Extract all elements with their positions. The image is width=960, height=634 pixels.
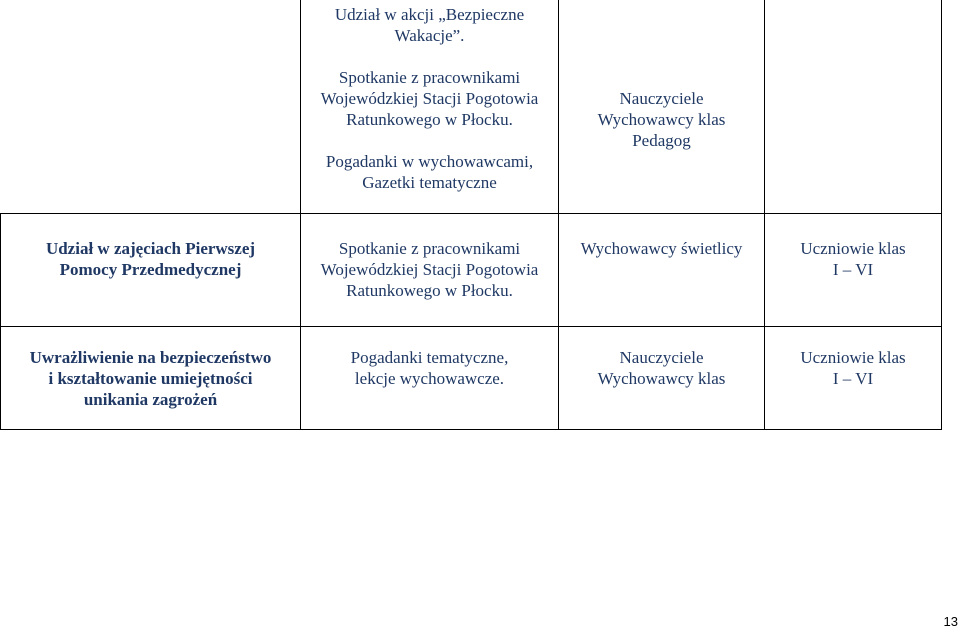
text-line: Udział w akcji „Bezpieczne	[334, 5, 525, 24]
cell-task	[1, 0, 301, 214]
cell-methods	[301, 214, 559, 327]
text-line: Wychowawcy klas	[597, 110, 726, 129]
text-line: I – VI	[832, 369, 874, 388]
cell-participants	[765, 327, 942, 430]
cell-task	[1, 327, 301, 430]
text-line: Wychowawcy świetlicy	[580, 239, 743, 258]
text-line: Nauczyciele	[619, 89, 704, 108]
table-row	[1, 327, 942, 430]
text-line: Wojewódzkiej Stacji Pogotowia	[320, 260, 539, 279]
text-line: Wychowawcy klas	[597, 369, 726, 388]
text-line: Ratunkowego w Płocku.	[346, 281, 513, 300]
text-line: Nauczyciele	[619, 348, 704, 367]
cell-participants	[765, 0, 942, 214]
cell-responsible	[559, 214, 765, 327]
cell-participants	[765, 214, 942, 327]
text-line: Pogadanki w wychowawcami,	[325, 152, 534, 171]
text-line: Pomocy Przedmedycznej	[59, 260, 242, 279]
text-line: Gazetki tematyczne	[362, 173, 497, 192]
text-line: lekcje wychowawcze.	[354, 369, 505, 388]
cell-methods	[301, 0, 559, 214]
text-line: unikania zagrożeń	[83, 390, 218, 409]
text-line: Uczniowie klas	[800, 239, 906, 258]
page-number: 13	[943, 614, 958, 629]
text-line: Spotkanie z pracownikami	[338, 239, 521, 258]
text-line: i kształtowanie umiejętności	[48, 369, 253, 388]
text-line: Spotkanie z pracownikami	[338, 68, 521, 87]
text-line: Wojewódzkiej Stacji Pogotowia	[320, 89, 539, 108]
text-line: Pedagog	[632, 131, 691, 150]
text-line: Ratunkowego w Płocku.	[346, 110, 513, 129]
text-line: Udział w zajęciach Pierwszej	[45, 239, 256, 258]
cell-responsible	[559, 0, 765, 214]
text-line: Uwrażliwienie na bezpieczeństwo	[29, 348, 272, 367]
text-line: Wakacje”.	[394, 26, 465, 45]
table-row	[1, 214, 942, 327]
text-line: Pogadanki tematyczne,	[350, 348, 509, 367]
table-row	[1, 0, 942, 214]
cell-task	[1, 214, 301, 327]
text-line: I – VI	[832, 260, 874, 279]
cell-responsible	[559, 327, 765, 430]
cell-methods	[301, 327, 559, 430]
text-line: Uczniowie klas	[800, 348, 906, 367]
